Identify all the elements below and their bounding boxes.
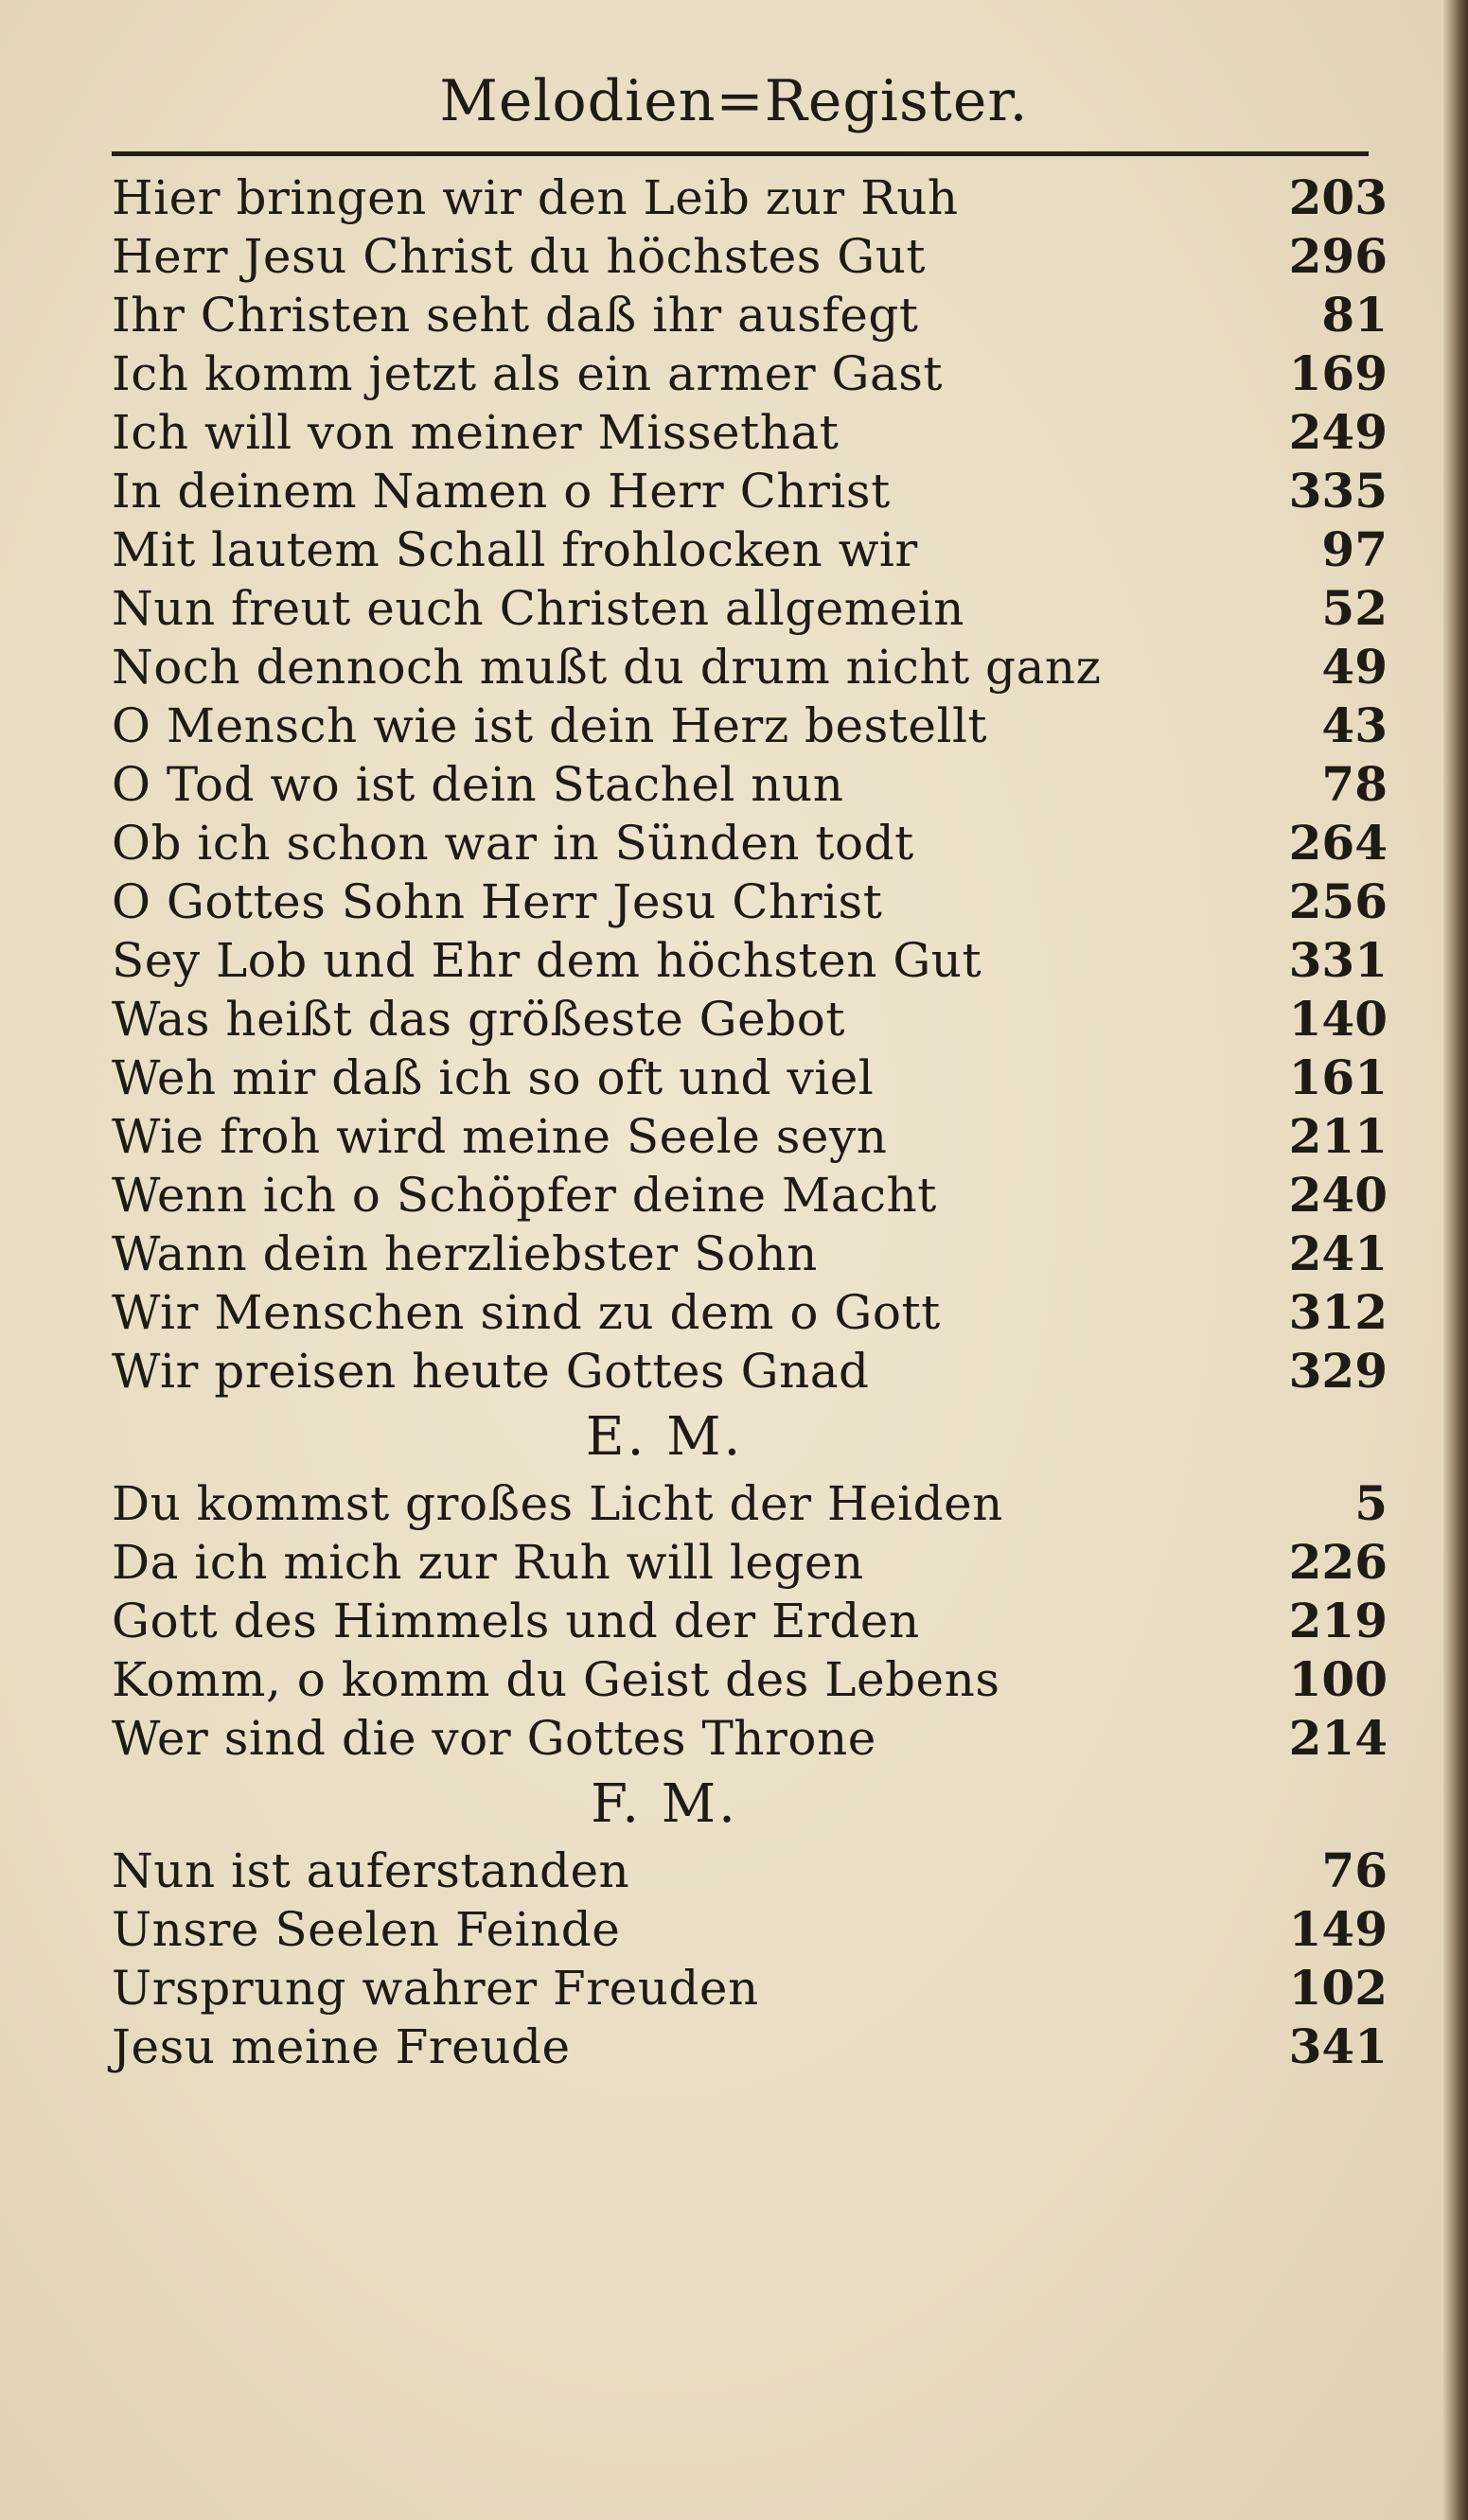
hymn-title: Ich komm jetzt als ein armer Gast: [112, 346, 944, 401]
register-entry: [112, 1650, 1388, 1709]
page-number: 331: [1288, 932, 1388, 988]
hymn-title: O Mensch wie ist dein Herz bestellt: [112, 698, 988, 753]
hymn-title: Wir preisen heute Gottes Gnad: [112, 1344, 870, 1399]
register-entry: [112, 286, 1388, 344]
hymn-title: Sey Lob und Ehr dem höchsten Gut: [112, 933, 982, 988]
header-rule: [112, 151, 1369, 156]
register-entry: [112, 1533, 1388, 1592]
hymn-title: In deinem Namen o Herr Christ: [112, 464, 891, 519]
hymn-title: Ihr Christen seht daß ihr ausfegt: [112, 288, 919, 343]
register-entry: [112, 696, 1388, 755]
page-number: 5: [1354, 1475, 1388, 1531]
page-number: 296: [1288, 228, 1388, 284]
page-number: 341: [1288, 2018, 1388, 2074]
register-entry: [112, 931, 1388, 990]
page-number: 203: [1288, 169, 1388, 225]
page-number: 102: [1288, 1960, 1388, 2016]
hymn-title: Wir Menschen sind zu dem o Gott: [112, 1285, 941, 1340]
page-number: 43: [1321, 697, 1388, 753]
hymn-title: Gott des Himmels und der Erden: [112, 1594, 920, 1648]
hymn-title: Ich will von meiner Missethat: [112, 405, 840, 460]
hymn-title: Noch dennoch mußt du drum nicht ganz: [112, 640, 1102, 695]
register-entry: [112, 344, 1388, 403]
hymn-title: Wenn ich o Schöpfer deine Macht: [112, 1168, 937, 1223]
hymn-title: Ob ich schon war in Sünden todt: [112, 816, 914, 871]
hymn-title: O Gottes Sohn Herr Jesu Christ: [112, 874, 883, 929]
hymn-title: Wer sind die vor Gottes Throne: [112, 1711, 876, 1766]
register-entry: [112, 1166, 1388, 1225]
register-entry: [112, 1592, 1388, 1650]
page-number: 312: [1288, 1284, 1388, 1340]
page-number: 211: [1288, 1108, 1388, 1164]
register-entry: [112, 579, 1388, 638]
running-head: Melodien=Register.: [439, 68, 1029, 134]
register-entry: [112, 1709, 1388, 1768]
register-entry: [112, 2018, 1388, 2076]
page-number: 241: [1288, 1225, 1388, 1281]
register-entry: [112, 1283, 1388, 1342]
hymn-title: Hier bringen wir den Leib zur Ruh: [112, 170, 959, 225]
page-number: 52: [1321, 580, 1388, 636]
hymn-title: Jesu meine Freude: [112, 2019, 571, 2074]
hymn-title: Was heißt das größeste Gebot: [112, 992, 845, 1047]
hymn-title: Komm, o komm du Geist des Lebens: [112, 1652, 1000, 1707]
register-group: [112, 1474, 1388, 1768]
page-number: 161: [1288, 1049, 1388, 1105]
register-entry: [112, 1959, 1388, 2018]
register-group: [112, 168, 1388, 1401]
page-number: 100: [1288, 1651, 1388, 1707]
hymn-title: Mit lautem Schall frohlocken wir: [112, 522, 918, 577]
page-number: 149: [1288, 1901, 1388, 1957]
hymn-title: Wann dein herzliebster Sohn: [112, 1226, 818, 1281]
hymn-title: Ursprung wahrer Freuden: [112, 1961, 759, 2016]
register-entry: [112, 403, 1388, 462]
register-entry: [112, 520, 1388, 579]
hymn-title: O Tod wo ist dein Stachel nun: [112, 757, 844, 812]
section-heading: F. M.: [591, 1773, 738, 1835]
register-group: [112, 1842, 1388, 2076]
page-number: 264: [1288, 815, 1388, 871]
register-entry: [112, 638, 1388, 696]
page-number: 76: [1321, 1842, 1388, 1898]
page-number: 97: [1321, 521, 1388, 577]
hymn-title: Nun ist auferstanden: [112, 1843, 630, 1898]
register-entry: [112, 1107, 1388, 1166]
hymn-title: Du kommst großes Licht der Heiden: [112, 1476, 1003, 1531]
register-entry: [112, 1842, 1388, 1900]
register-entry: [112, 227, 1388, 286]
page-number: 249: [1288, 404, 1388, 460]
page-number: 226: [1288, 1534, 1388, 1590]
register-entry: [112, 168, 1388, 227]
register-entry: [112, 1225, 1388, 1283]
hymn-title: Unsre Seelen Feinde: [112, 1902, 621, 1957]
register-entry: [112, 1900, 1388, 1959]
register-list: [112, 168, 1388, 2076]
page-number: 335: [1288, 463, 1388, 519]
page-number: 256: [1288, 873, 1388, 929]
register-entry: [112, 814, 1388, 872]
page-number: 214: [1288, 1710, 1388, 1766]
section-heading: E. M.: [585, 1406, 744, 1468]
register-entry: [112, 1342, 1388, 1401]
hymn-title: Da ich mich zur Ruh will legen: [112, 1535, 864, 1590]
page-number: 78: [1321, 756, 1388, 812]
page-number: 219: [1288, 1593, 1388, 1648]
register-entry: [112, 462, 1388, 520]
page-number: 240: [1288, 1167, 1388, 1223]
page-number: 329: [1288, 1343, 1388, 1399]
register-entry: [112, 872, 1388, 931]
page-number: 81: [1321, 287, 1388, 343]
page-number: 169: [1288, 345, 1388, 401]
page-edge: [1443, 0, 1468, 2520]
register-entry: [112, 755, 1388, 814]
hymn-title: Wie froh wird meine Seele seyn: [112, 1109, 888, 1164]
hymn-title: Nun freut euch Christen allgemein: [112, 581, 964, 636]
register-entry: [112, 990, 1388, 1049]
register-entry: [112, 1474, 1388, 1533]
page-number: 140: [1288, 991, 1388, 1047]
hymn-title: Weh mir daß ich so oft und viel: [112, 1050, 875, 1105]
page-number: 49: [1321, 639, 1388, 695]
register-entry: [112, 1049, 1388, 1107]
hymn-title: Herr Jesu Christ du höchstes Gut: [112, 229, 927, 284]
